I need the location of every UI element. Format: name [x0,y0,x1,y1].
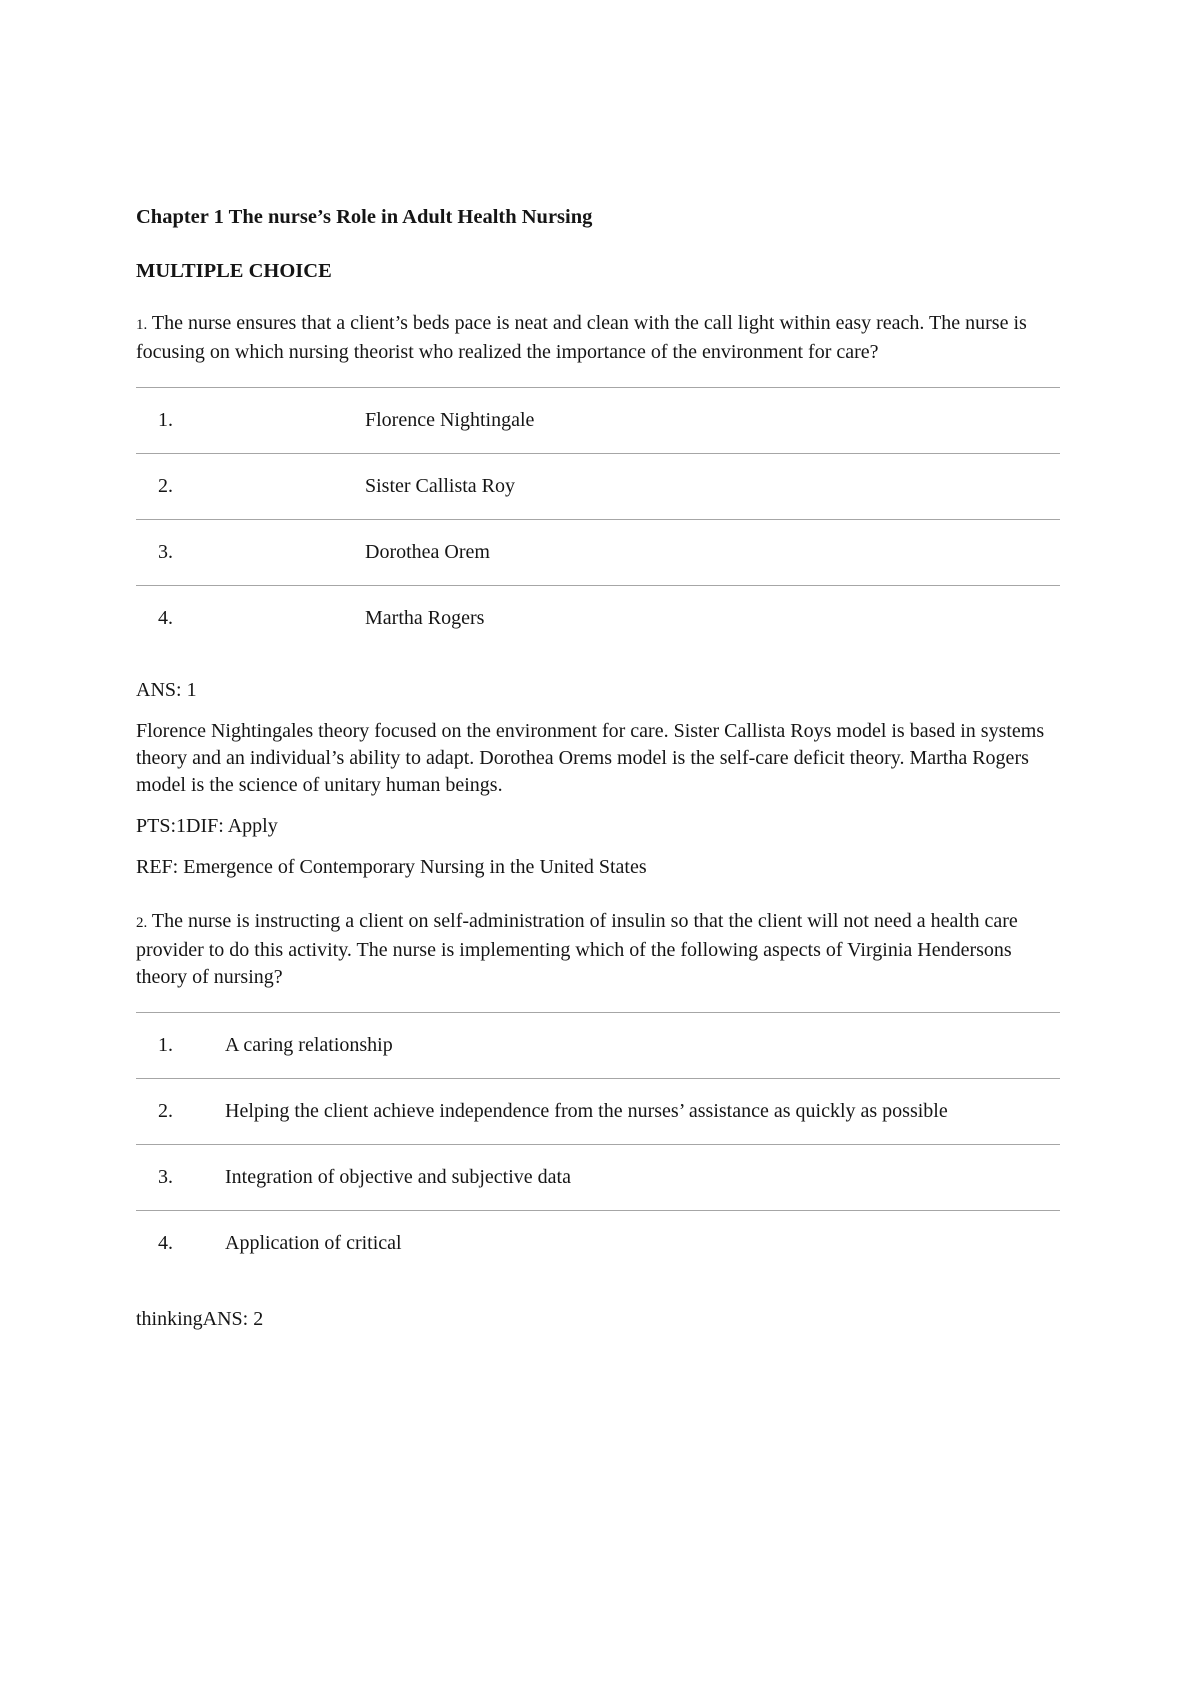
chapter-title: Chapter 1 The nurse’s Role in Adult Health Nursing [136,206,593,228]
option-text: Integration of objective and subjective data [225,1166,571,1188]
option-text: Sister Callista Roy [365,475,515,497]
question-2 [136,908,1060,991]
question-1-ref: REF: Emergence of Contemporary Nursing in the United States [136,856,647,878]
option-text: Application of critical [225,1232,402,1254]
option-row [136,585,1060,651]
question-1 [136,310,1060,366]
option-number: 4. [158,1232,173,1254]
question-2-text: The nurse is instructing a client on self-administration of insulin so that the client will not need a health care provider to do this activity. The nurse is implementing which of the following aspects of Virginia Hendersons theory of nursing? [136,910,1018,988]
option-row [136,1012,1060,1078]
option-row [136,1078,1060,1144]
option-number: 3. [158,1166,173,1188]
question-1-answer: ANS: 1 [136,679,197,701]
option-number: 2. [158,1100,173,1122]
question-2-answer: thinkingANS: 2 [136,1308,264,1330]
option-row [136,519,1060,585]
question-1-options-table [136,387,1060,651]
question-1-number: 1. [136,317,148,333]
option-text: Dorothea Orem [365,541,490,563]
question-1-text: The nurse ensures that a client’s beds pace is neat and clean with the call light within easy reach. The nurse is focusing on which nursing theorist who realized the importance of the environment for care? [136,312,1027,363]
option-row [136,453,1060,519]
option-number: 1. [158,409,173,431]
option-row [136,1144,1060,1210]
option-row [136,387,1060,453]
question-1-pts-dif: PTS:1DIF: Apply [136,815,278,837]
option-number: 1. [158,1034,173,1056]
option-number: 3. [158,541,173,563]
question-2-number: 2. [136,915,148,931]
section-heading: MULTIPLE CHOICE [136,260,332,282]
option-row [136,1210,1060,1276]
option-text: A caring relationship [225,1034,393,1056]
option-number: 4. [158,607,173,629]
question-2-options-table [136,1012,1060,1276]
option-text: Helping the client achieve independence from the nurses’ assistance as quickly as possible [225,1100,948,1122]
option-text: Florence Nightingale [365,409,535,431]
option-text: Martha Rogers [365,607,485,629]
question-1-rationale: Florence Nightingales theory focused on the environment for care. Sister Callista Roys model is based in systems theory and an individual’s ability to adapt. Dorothea Orems model is the self-care deficit theory. Martha Rogers model is the science of unitary human beings. [136,720,1045,796]
option-number: 2. [158,475,173,497]
